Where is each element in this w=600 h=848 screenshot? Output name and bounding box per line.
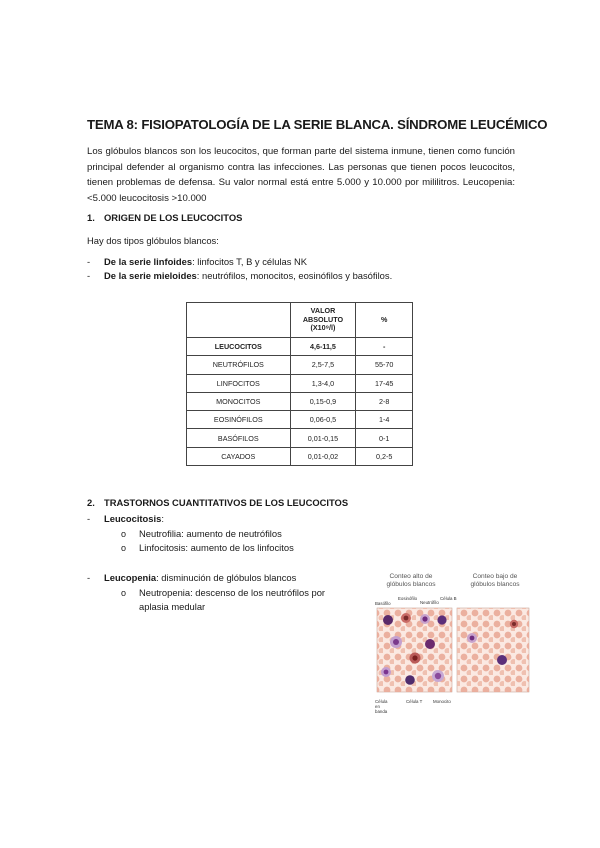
- table-cell: 2,5-7,5: [290, 356, 356, 374]
- sub-item-neutropenia: [121, 587, 325, 598]
- table-header-cell: VALOR ABSOLUTO (X10⁹/l): [290, 303, 356, 338]
- page-title: TEMA 8: FISIOPATOLOGÍA DE LA SERIE BLANCA. SÍNDROME LEUCÉMICO: [87, 117, 548, 132]
- table-row: [187, 356, 413, 374]
- t-cell: [405, 675, 415, 685]
- section1-number: 1.: [87, 212, 95, 223]
- label-celula-b: Célula B: [440, 596, 457, 601]
- section2-heading: [87, 497, 348, 508]
- table-header-cell: [187, 303, 291, 338]
- bullet-circle: o: [121, 588, 127, 598]
- table-cell: 55-70: [356, 356, 413, 374]
- basophil-cell: [383, 615, 393, 625]
- table-header-row: [187, 303, 413, 338]
- item-term: De la serie mieloides: [104, 270, 197, 281]
- table-cell: BASÓFILOS: [187, 429, 291, 447]
- table-cell: 1,3-4,0: [290, 374, 356, 392]
- table-cell: 17-45: [356, 374, 413, 392]
- table-cell: 0,15-0,9: [290, 392, 356, 410]
- item-term: De la serie linfoides: [104, 256, 193, 267]
- sub-item-neutrofilia: [121, 528, 282, 539]
- item-text: : disminución de glóbulos blancos: [156, 572, 297, 583]
- table-cell: LEUCOCITOS: [187, 338, 291, 356]
- item-text: : neutrófilos, monocitos, eosinófilos y basófilos.: [196, 270, 393, 281]
- bullet-dash: -: [87, 270, 91, 281]
- item-term: Leucocitosis: [104, 513, 162, 524]
- section2-item-leucopenia: [87, 572, 296, 583]
- sub-item-text: Neutrofilia: aumento de neutrófilos: [139, 528, 282, 539]
- label-neutrofilo: Neutrófilo: [420, 600, 439, 605]
- sub-item-neutropenia-cont: aplasia medular: [139, 601, 206, 612]
- table-cell: 0,06-0,5: [290, 411, 356, 429]
- label-celula-t: Célula T: [406, 699, 423, 704]
- table-row: [187, 447, 413, 465]
- leukocyte-reference-table: [186, 302, 413, 466]
- section1-heading: [87, 212, 242, 223]
- table-cell: 0,01-0,02: [290, 447, 356, 465]
- sub-item-text: Neutropenia: descenso de los neutrófilos por: [139, 587, 326, 598]
- table-row: [187, 411, 413, 429]
- label-basofilo: Basófilo: [375, 601, 391, 606]
- table-cell: 0,2-5: [356, 447, 413, 465]
- section1-title: ORIGEN DE LOS LEUCOCITOS: [104, 212, 243, 223]
- blood-smear-illustration: [372, 598, 532, 716]
- figure-caption-high: Conteo alto de glóbulos blancos: [386, 573, 436, 588]
- item-term: Leucopenia: [104, 572, 157, 583]
- table-row: [187, 374, 413, 392]
- table-row: [187, 429, 413, 447]
- sub-item-linfocitosis: [121, 542, 294, 553]
- intro-paragraph: Los glóbulos blancos son los leucocitos, que forman parte del sistema inmune, tienen como función principal defender al organismo contra las infecciones. Las personas que tienen pocos leucocitos, tienen problemas de defensa. Su valor normal está entre 5.000 y 10.000 por mililitros. Leucopenia: <5.000 leucocitosis >10.000: [87, 146, 515, 204]
- table-cell: EOSINÓFILOS: [187, 411, 291, 429]
- table-cell: 0,01-0,15: [290, 429, 356, 447]
- section2-title: TRASTORNOS CUANTITATIVOS DE LOS LEUCOCITOS: [104, 497, 349, 508]
- table-header-cell: %: [356, 303, 413, 338]
- item-text: : linfocitos T, B y células NK: [192, 256, 308, 267]
- label-monocito: Monocito: [433, 699, 451, 704]
- label-eosinofilo: Eosinófilo: [398, 596, 418, 601]
- figure-caption-low: Conteo bajo de glóbulos blancos: [470, 573, 520, 588]
- b-cell: [437, 615, 446, 624]
- table-cell: NEUTRÓFILOS: [187, 356, 291, 374]
- bullet-dash: -: [87, 256, 91, 267]
- table-cell: 4,6-11,5: [290, 338, 356, 356]
- table-cell: 0-1: [356, 429, 413, 447]
- sub-item-text: Linfocitosis: aumento de los linfocitos: [139, 542, 294, 553]
- table-cell: CAYADOS: [187, 447, 291, 465]
- label-celula-banda: Célula en banda: [375, 699, 388, 714]
- table-cell: 2-8: [356, 392, 413, 410]
- bullet-circle: o: [121, 529, 127, 539]
- table-row: [187, 338, 413, 356]
- table-cell: 1-4: [356, 411, 413, 429]
- section2-number: 2.: [87, 497, 95, 508]
- table-cell: MONOCITOS: [187, 392, 291, 410]
- table-row: [187, 392, 413, 410]
- bullet-dash: -: [87, 572, 91, 583]
- section1-lead: Hay dos tipos glóbulos blancos:: [87, 235, 219, 246]
- item-text: :: [161, 513, 164, 524]
- table-cell: -: [356, 338, 413, 356]
- bullet-dash: -: [87, 513, 91, 524]
- table-cell: LINFOCITOS: [187, 374, 291, 392]
- section2-item-leucocitosis: [87, 513, 164, 524]
- section1-item-linfoides: [87, 256, 307, 267]
- section1-item-mieloides: [87, 270, 392, 281]
- bullet-circle: o: [121, 543, 127, 553]
